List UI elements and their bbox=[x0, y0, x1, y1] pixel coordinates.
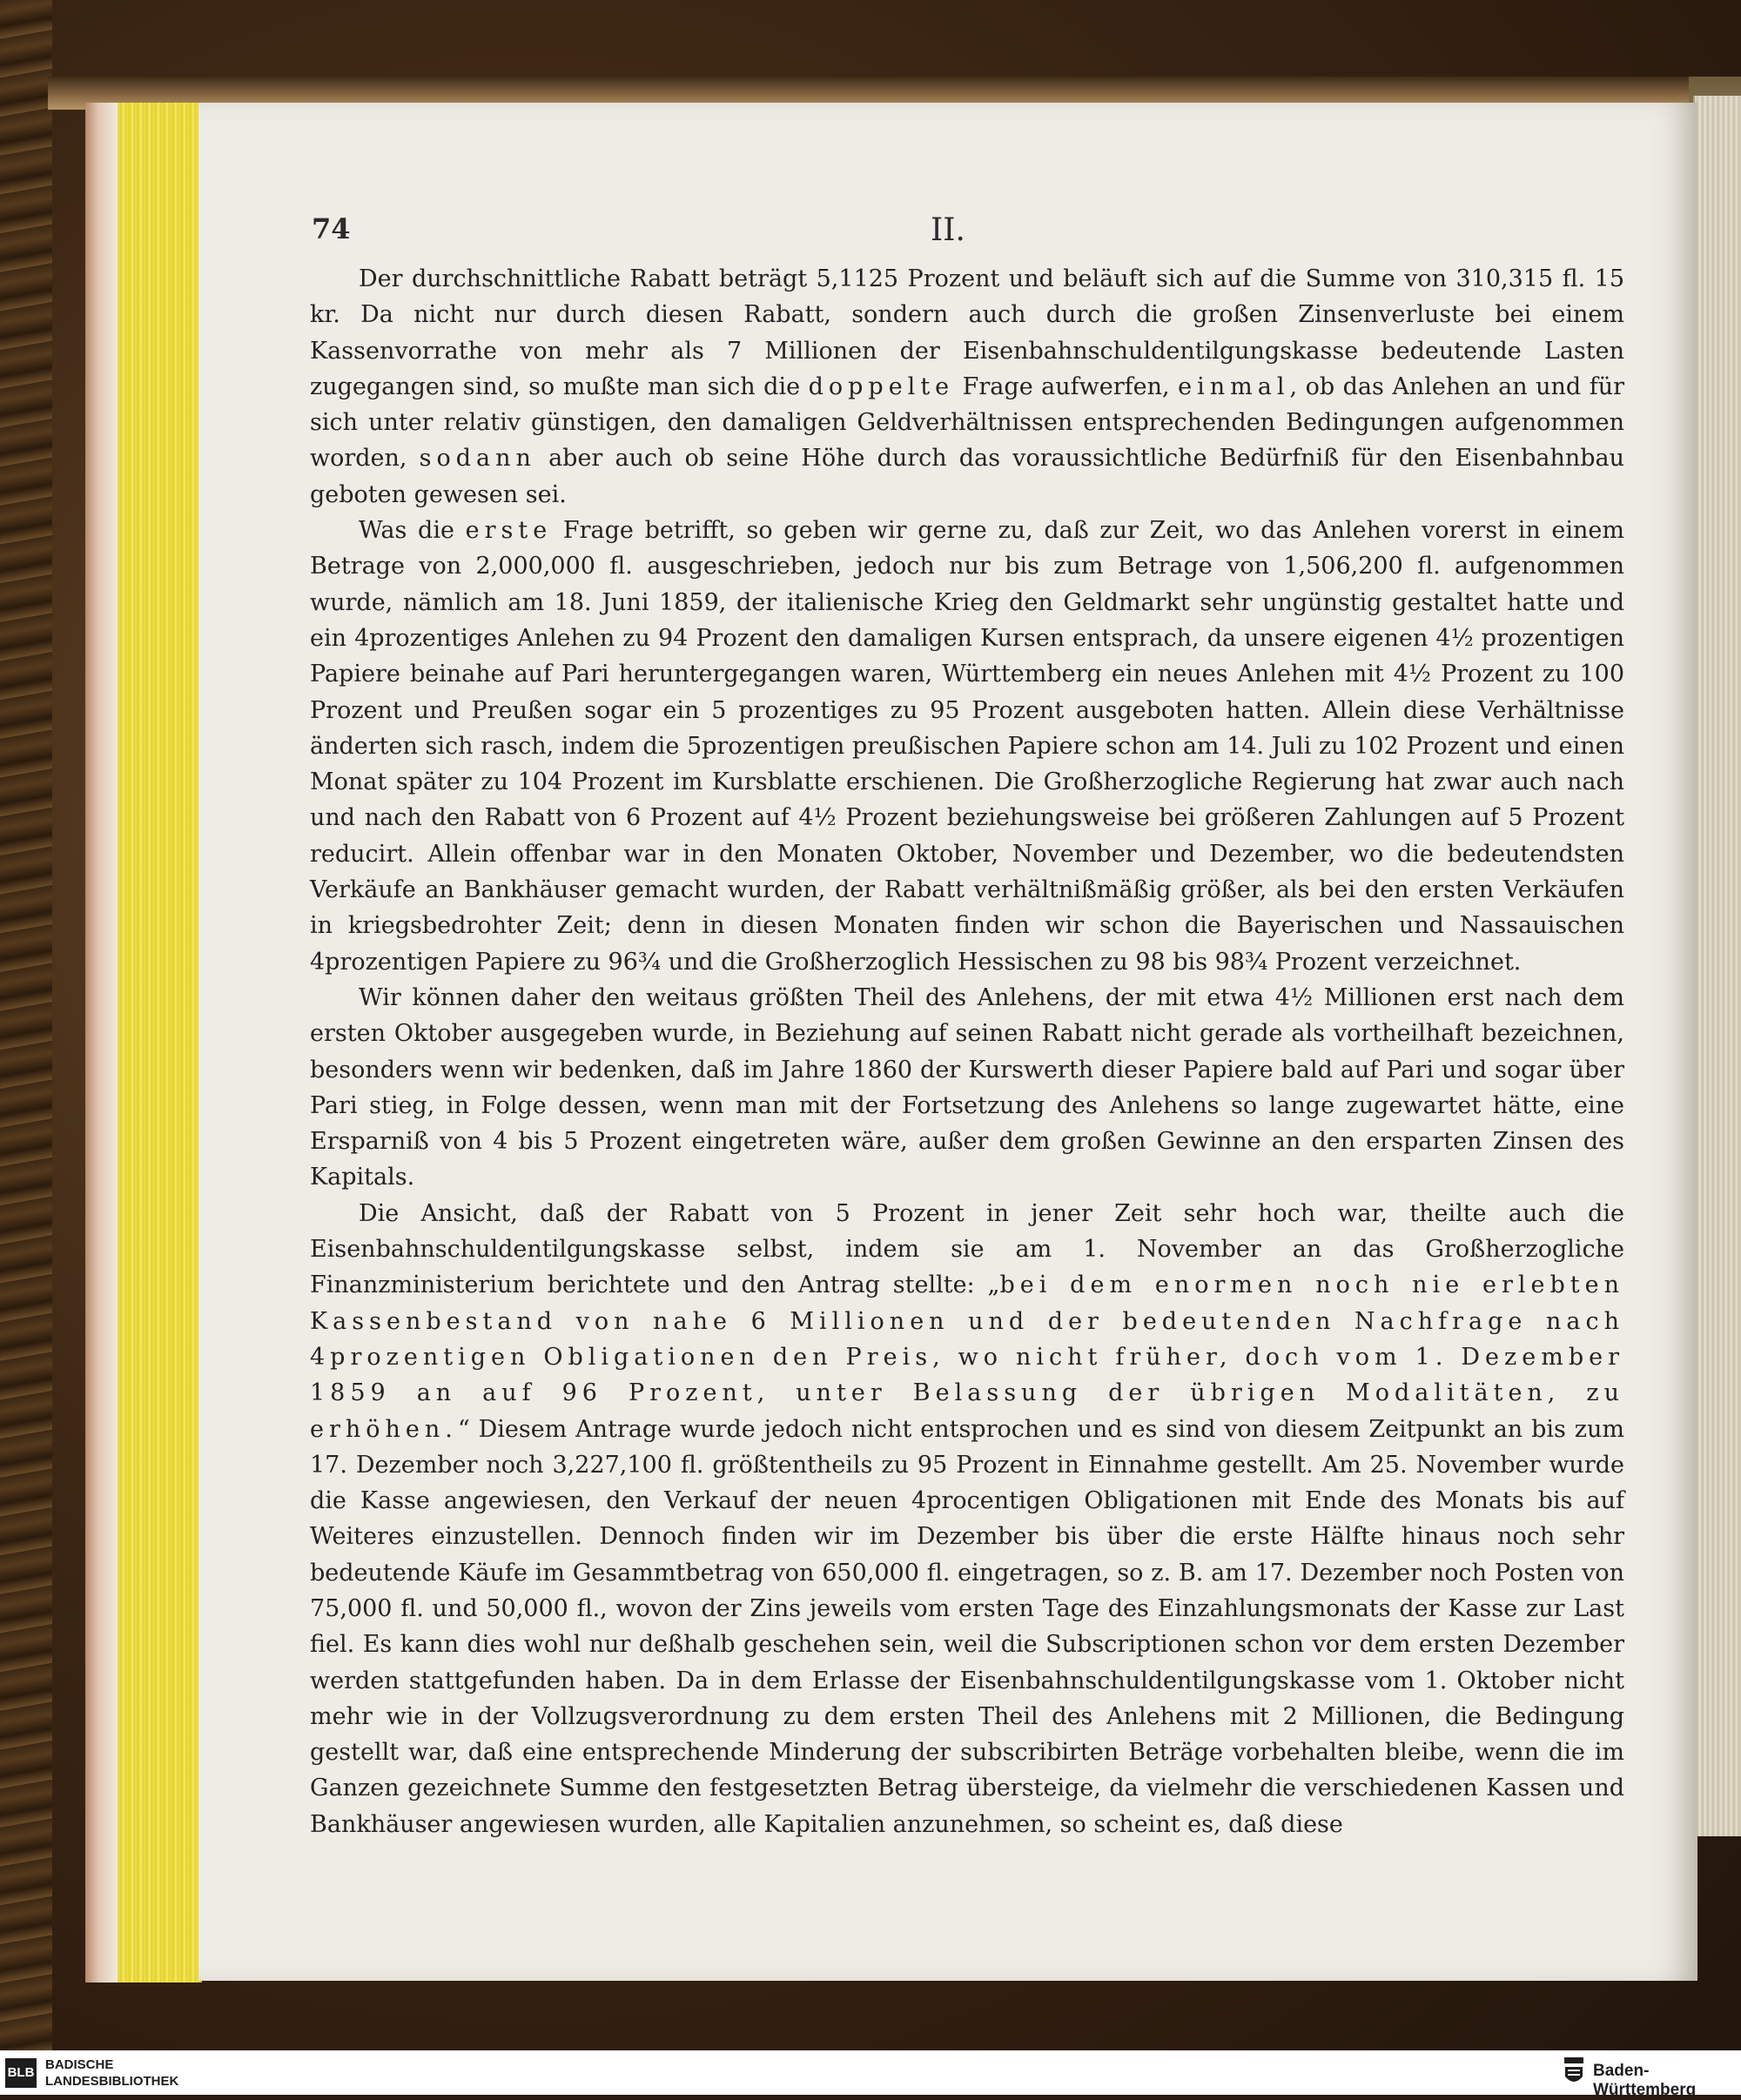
spaced-emphasis: einmal bbox=[1178, 372, 1290, 400]
spaced-emphasis: sodann bbox=[419, 445, 536, 473]
library-name bbox=[45, 2056, 178, 2090]
spaced-emphasis: doppelte bbox=[808, 372, 955, 400]
text-segment: Die Ansicht, daß der Rabatt von 5 Prozent in jener Zeit sehr hoch war, theilte auch die Eisenbahnschuldentilgungskasse selbst, indem sie am 1. November an das Großherzogliche Finanzministerium berichtete und den Antrag stellte: „ bbox=[310, 1199, 1624, 1299]
text-segment: Frage betrifft, so geben wir gerne zu, daß zur Zeit, wo das Anlehen vorerst in einem Betrage von 2,000,000 fl. ausgeschrieben, jedoch nur bis zum Betrage von 1,506,200 fl. aufgenommen wurde, nämlich am 18. Juni 1859, der italienische Krieg den Geldmarkt sehr ungünstig gestaltet hatte und ein 4prozentiges Anlehen zu 94 Prozent den damaligen Kursen entsprach, da unsere eigenen 4½ prozentigen Papiere beinahe auf Pari heruntergegangen waren, Württemberg ein neues Anlehen mit 4½ Prozent zu 100 Prozent und Preußen sogar ein 5 prozentiges zu 95 Prozent ausgeboten hatten. Allein diese Verhältnisse änderten sich rasch, indem die 5prozentigen preußischen Papiere schon am 14. Juli zu 102 Prozent und einen Monat später zu 104 Prozent im Kursblatte erschienen. Die Großherzogliche Regierung hat zwar auch nach und nach den Rabatt von 6 Prozent auf 4½ Prozent beziehungsweise bei größeren Zahlungen auf 5 Prozent reducirt. Allein offenbar war in den Monaten Oktober, November und Dezember, wo die bedeutendsten Verkäufe an Bankhäuser gemacht wurden, der Rabatt verhältnißmäßig größer, als bei den ersten Verkäufen in kriegsbedrohter Zeit; denn in diesen Monaten finden wir schon die Bayerischen und Nassauischen 4prozentigen Papiere zu 96¾ und die Großherzoglich Hessischen zu 98 bis 98¾ Prozent verzeichnet. bbox=[310, 517, 1624, 976]
text-segment: Der durchschnittliche Rabatt beträgt 5,1125 Prozent und beläuft sich auf die Summe von 310,315 fl. 15 kr. Da nicht nur durch diesen Rabatt, sondern auch durch die großen Zinsenverluste bei einem Kassenvorrathe von mehr als 7 Millionen der Eisenbahnschuldentilgungskasse bedeutende Lasten zugegangen sind, so mußte man sich die bbox=[310, 265, 1624, 400]
spaced-quotation: bei dem enormen noch nie erlebten Kassenbestand von nahe 6 Millionen und der bedeutenden Nachfrage nach 4prozentigen Obligationen den Preis, wo nicht früher, doch vom 1. Dezember 1859 an auf 96 Prozent, unter Belassung der übrigen Modalitäten, zu erhöhen. bbox=[310, 1271, 1624, 1443]
page-number: 74 bbox=[312, 212, 351, 245]
state-emblem-icon bbox=[1563, 2056, 1585, 2089]
paragraph-3 bbox=[310, 980, 1624, 1196]
page-edge-shadow bbox=[85, 103, 118, 1983]
chapter-heading: II. bbox=[931, 212, 965, 248]
book-cover-left bbox=[0, 0, 52, 2050]
yellow-page-edges bbox=[118, 103, 202, 1983]
paragraph-1 bbox=[310, 261, 1624, 513]
next-pages-edge bbox=[1693, 96, 1741, 1836]
text-segment: aber auch ob seine Höhe durch das voraussichtliche Bedürfniß für den Eisenbahnbau geboten gewesen sei. bbox=[310, 445, 1625, 508]
text-segment: Wir können daher den weitaus größten Theil des Anlehens, der mit etwa 4½ Millionen erst nach dem ersten Oktober ausgegeben wurde, in Beziehung auf seinen Rabatt nicht gerade als vortheilhaft bezeichnen, besonders wenn wir bedenken, daß im Jahre 1860 der Kurswerth dieser Papiere bald auf Pari und sogar über Pari stieg, in Folge dessen, wenn man mit der Fortsetzung des Anlehens so lange zugewartet hätte, eine Ersparniß von 4 bis 5 Prozent eingetreten wäre, außer dem großen Gewinne an den ersparten Zinsen des Kapitals. bbox=[310, 983, 1624, 1191]
text-segment: , ob das Anlehen an und für sich unter relativ günstigen, den damaligen Geldverhältnissen entsprechenden Bedingungen aufgenommen worden, bbox=[310, 372, 1625, 473]
library-name-line2: LANDESBIBLIOTHEK bbox=[45, 2074, 179, 2089]
text-segment: “ Diesem Antrage wurde jedoch nicht entsprochen und es sind von diesem Zeitpunkt an bis zum 17. Dezember noch 3,227,100 fl. größtentheils zu 95 Prozent in Einnahme gestellt. Am 25. November wurde die Kasse angewiesen, den Verkauf der neuen 4procentigen Obligationen mit Ende des Monats bis auf Weiteres einzustellen. Dennoch finden wir im Dezember bis über die erste Hälfte hinaus noch sehr bedeutende Käufe im Gesammtbetrag von 650,000 fl. eingetragen, so z. B. am 17. Dezember noch Posten von 75,000 fl. und 50,000 fl., wovon der Zins jeweils vom ersten Tage des Einzahlungsmonats der Kasse zur Last fiel. Es kann dies wohl nur deßhalb geschehen sein, weil die Subscriptionen schon vor dem ersten Dezember werden stattgefunden haben. Da in dem Erlasse der Eisenbahnschuldentilgungskasse vom 1. Oktober nicht mehr wie in der Vollzugsverordnung zu dem ersten Theil des Anlehens mit 2 Millionen, die Bedingung gestellt war, daß eine entsprechende Minderung der subscribirten Beträge vorbehalten bleibe, wenn die im Ganzen gezeichnete Summe den festgesetzten Betrag übersteige, da vielmehr die verschiedenen Kassen und Bankhäuser angewiesen wurden, alle Kapitalien anzunehmen, so scheint es, daß diese bbox=[310, 1415, 1624, 1838]
text-segment: Was die bbox=[359, 517, 466, 545]
blb-logo-icon: BLB bbox=[5, 2058, 37, 2088]
body-text bbox=[310, 261, 1624, 1842]
viewer-footer bbox=[0, 2050, 1741, 2099]
spaced-emphasis: erste bbox=[465, 517, 553, 545]
state-name: Baden-Württemberg bbox=[1593, 2062, 1697, 2099]
paragraph-4 bbox=[310, 1196, 1624, 1842]
library-name-line1: BADISCHE bbox=[45, 2057, 114, 2072]
paragraph-2 bbox=[310, 513, 1624, 980]
book-page bbox=[198, 103, 1697, 1981]
text-segment: Frage aufwerfen, bbox=[954, 372, 1179, 400]
